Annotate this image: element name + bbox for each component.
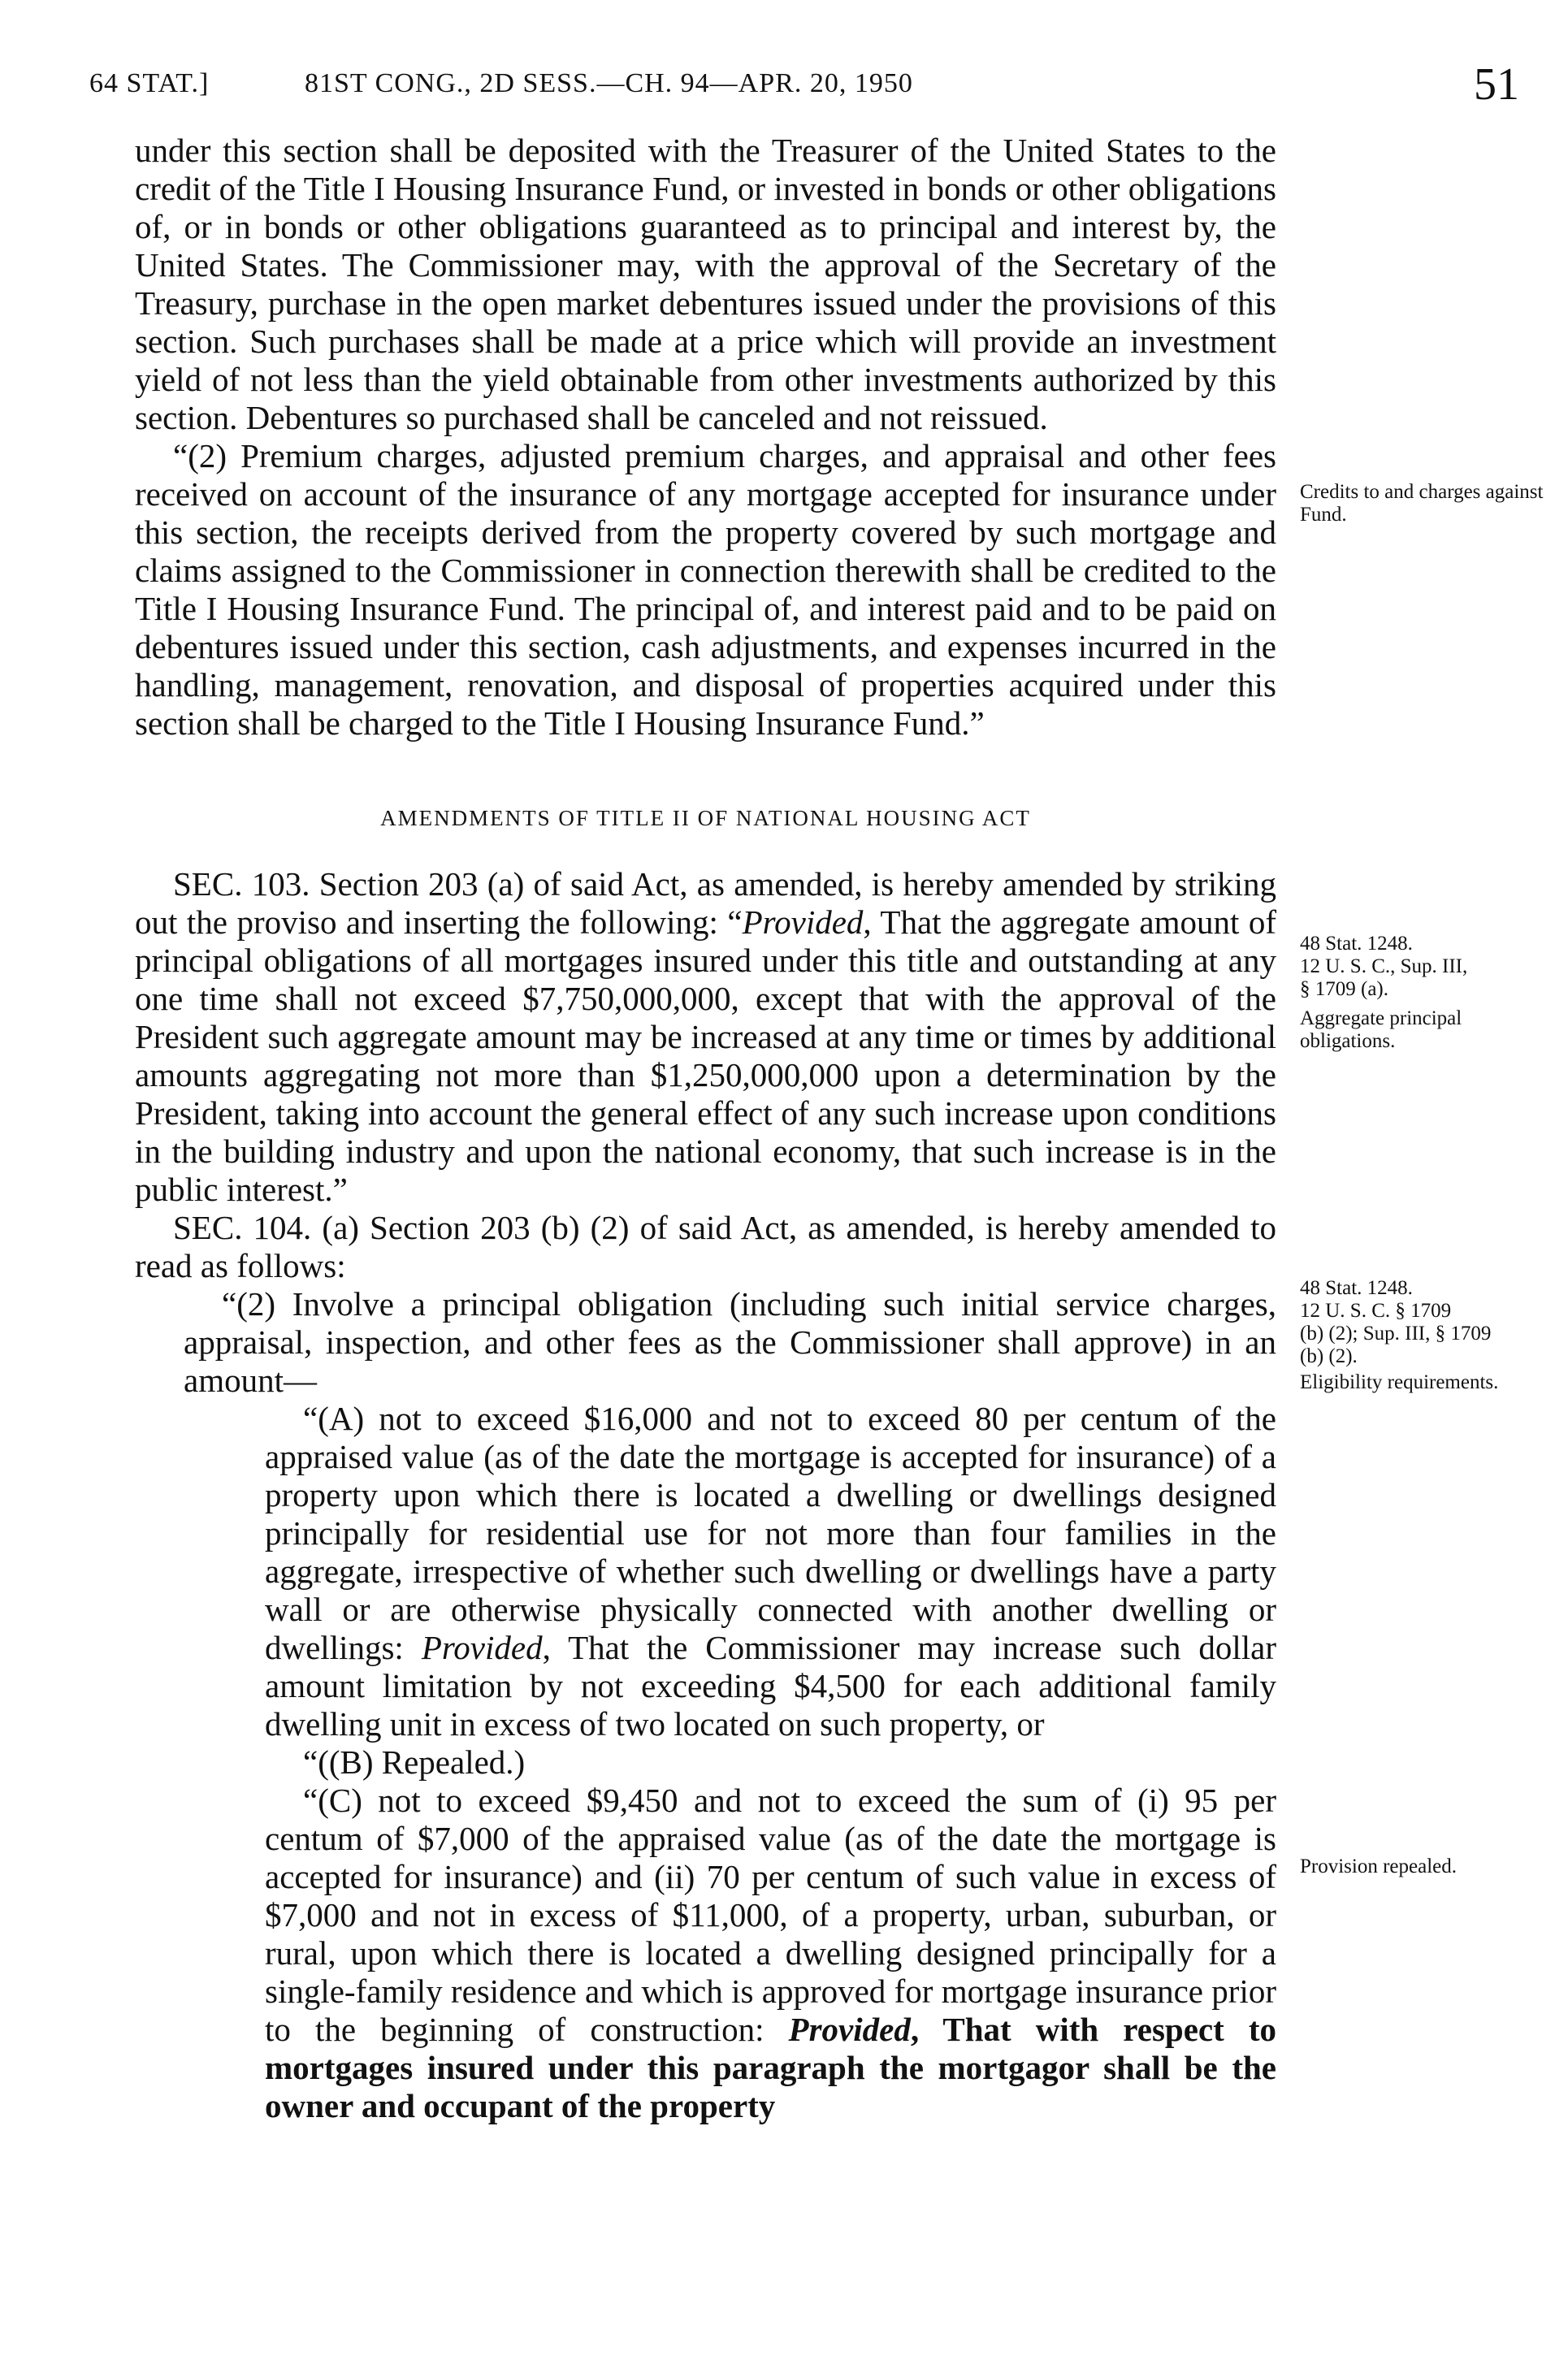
note-credits-charges: Credits to and charges against Fund. bbox=[1300, 481, 1544, 526]
statute-volume: 64 STAT.] bbox=[89, 68, 210, 98]
note-provision-repealed: Provision repealed. bbox=[1300, 1856, 1458, 1877]
page-number: 51 bbox=[1474, 59, 1519, 110]
subC-provided: Provided bbox=[788, 2011, 911, 2048]
sec103-text-b: , That the aggregate amount of principal obligations of all mortgages insured under this title and outstanding at any one time shall not exceed $7,750,000,000, except that with the approval of the President such aggregate amount may be increased at any time or times by additional amounts aggregating not more than $1,250,000,000 upon a determination by the President, taking into account the general effect of any such increase upon conditions in the building industry and upon the national economy, that such increase is in the public interest.” bbox=[135, 903, 1277, 1208]
note-ref1-line3: § 1709 (a). bbox=[1300, 978, 1388, 1000]
subC-text-b: , That with respect to mortgages insured under this paragraph the mortgagor shall be the owner and occupant of the property bbox=[265, 2011, 1276, 2124]
subA-provided: Provided bbox=[421, 1629, 543, 1666]
subA-text-b: , That the Commissioner may increase such dollar amount limitation by not exceeding $4,500 for each additional family dwelling unit in excess of two located on such property, or bbox=[265, 1629, 1276, 1743]
paragraph-sec-103 bbox=[135, 865, 1276, 1209]
sec103-text-a: SEC. 103. Section 203 (a) of said Act, as amended, is hereby amended by striking out the proviso and inserting the following: “ bbox=[135, 865, 1276, 941]
note-statute-ref-1 bbox=[1300, 933, 1544, 1001]
note-ref1-line1: 48 Stat. 1248. bbox=[1300, 933, 1413, 955]
subC-text-a: “(C) not to exceed $9,450 and not to exceed the sum of (i) 95 per centum of $7,000 of the appraised value (as of the date the mortgage is accepted for insurance) and (ii) 70 per centum of such value in excess of $7,000 and not in excess of $11,000, of a property, urban, suburban, or rural, upon which there is located a dwelling designed principally for a single-family residence and which is approved for mortgage insurance prior to the beginning of construction: bbox=[265, 1782, 1276, 2048]
paragraph-sec-104: SEC. 104. (a) Section 203 (b) (2) of said Act, as amended, is hereby amended to read as follows: bbox=[135, 1209, 1276, 1284]
section-heading: AMENDMENTS OF TITLE II OF NATIONAL HOUSING ACT bbox=[380, 806, 1031, 830]
page-header bbox=[89, 58, 1536, 115]
main-text bbox=[135, 132, 1276, 2125]
note-ref2-line4: (b) (2). bbox=[1300, 1345, 1358, 1367]
note-statute-ref-2 bbox=[1300, 1277, 1544, 1368]
subparagraph-a bbox=[265, 1400, 1276, 1743]
congress-session-chapter: 81ST CONG., 2D SESS.—CH. 94—APR. 20, 1950 bbox=[305, 68, 913, 98]
note-ref2-line1: 48 Stat. 1248. bbox=[1300, 1277, 1413, 1299]
subparagraphs bbox=[135, 1400, 1276, 2125]
subparagraph-c bbox=[265, 1782, 1276, 2125]
paragraph-premium-charges: “(2) Premium charges, adjusted premium charges, and appraisal and other fees received on account of the insurance of any mortgage accepted for insurance under this section, the receipts derived from the property covered by such mortgage and claims assigned to the Commissioner in connection therewith shall be credited to the Title I Housing Insurance Fund. The principal of, and interest paid and to be paid on debentures issued under this section, cash adjustments, and expenses incurred in the handling, management, renovation, and disposal of properties acquired under this section shall be charged to the Title I Housing Insurance Fund.” bbox=[135, 437, 1276, 742]
sec103-provided: Provided bbox=[742, 903, 864, 941]
note-ref2-line3: (b) (2); Sup. III, § 1709 bbox=[1300, 1323, 1492, 1345]
paragraph-sub-2: “(2) Involve a principal obligation (including such initial service charges, appraisal, inspection, and other fees as the Commissioner shall approve) in an amount— bbox=[184, 1285, 1276, 1399]
note-aggregate-principal: Aggregate principal obligations. bbox=[1300, 1007, 1462, 1052]
note-ref2-line2: 12 U. S. C. § 1709 bbox=[1300, 1300, 1452, 1322]
subA-text-a: “(A) not to exceed $16,000 and not to exceed 80 per centum of the appraised value (as of the date the mortgage is accepted for insurance) of a property upon which there is located a dwelling or dwellings designed principally for residential use for not more than four families in the aggregate, irrespective of whether such dwelling or dwellings have a party wall or are otherwise physically connected with another dwelling or dwellings: bbox=[265, 1400, 1276, 1666]
paragraph-continued: under this section shall be deposited with the Treasurer of the United States to the credit of the Title I Housing Insurance Fund, or invested in bonds or other obligations of, or in bonds or other obligations guaranteed as to principal and interest by, the United States. The Commissioner may, with the approval of the Secretary of the Treasury, purchase in the open market debentures issued under the provisions of this section. Such purchases shall be made at a price which will provide an investment yield of not less than the yield obtainable from other investments authorized by this section. Debentures so purchased shall be canceled and not reissued. bbox=[135, 132, 1276, 436]
subparagraph-b: “((B) Repealed.) bbox=[303, 1743, 526, 1781]
note-eligibility: Eligibility requirements. bbox=[1300, 1371, 1499, 1393]
note-ref1-line2: 12 U. S. C., Sup. III, bbox=[1300, 955, 1468, 977]
